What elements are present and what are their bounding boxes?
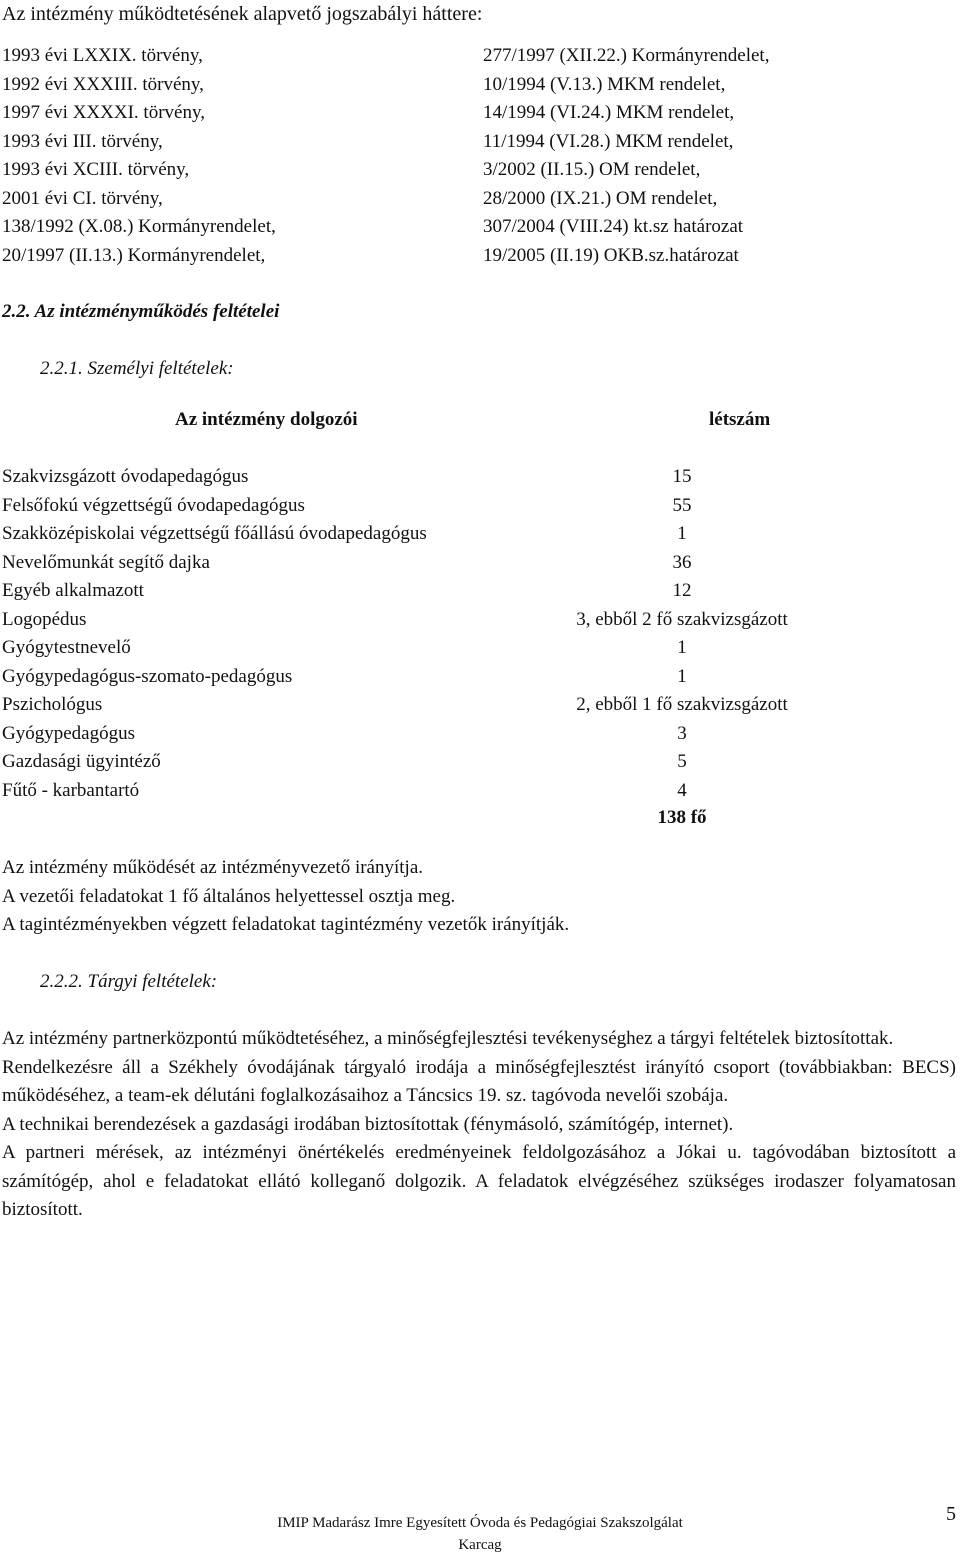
material-paragraphs: [2, 1025, 956, 1225]
decree-reference: 11/1994 (VI.28.) MKM rendelet,: [482, 130, 734, 152]
table-row: [2, 577, 902, 606]
table-row: [2, 549, 902, 578]
management-line: Az intézmény működését az intézményvezető irányítja.: [2, 857, 423, 878]
header-role: Az intézmény dolgozói: [175, 409, 358, 430]
staff-role: Gazdasági ügyintéző: [2, 751, 161, 772]
staff-count: 1: [677, 523, 687, 544]
staff-total-row: [2, 804, 902, 834]
personal-subtitle: 2.2.1. Személyi feltételek:: [40, 358, 234, 379]
page-footer: [0, 1512, 960, 1556]
staff-table-header: [0, 406, 960, 436]
table-row: [2, 748, 902, 777]
staff-count: 55: [672, 494, 692, 516]
staff-role: Felsőfokú végzettségű óvodapedagógus: [2, 494, 305, 516]
table-row: [2, 463, 902, 492]
legal-row: [2, 213, 902, 242]
table-row: [2, 492, 902, 521]
legal-row: [2, 71, 902, 100]
law-reference: 1992 évi XXXIII. törvény,: [2, 73, 204, 95]
decree-reference: 10/1994 (V.13.) MKM rendelet,: [482, 73, 726, 95]
staff-count: 36: [672, 551, 692, 573]
staff-count: 15: [672, 466, 692, 487]
table-row: [2, 720, 902, 749]
staff-role: Pszichológus: [2, 694, 103, 715]
decree-reference: 3/2002 (II.15.) OM rendelet,: [482, 159, 701, 180]
law-reference: 1997 évi XXXXI. törvény,: [2, 102, 205, 123]
table-row: [2, 663, 902, 692]
staff-role: Szakvizsgázott óvodapedagógus: [2, 466, 249, 487]
legal-row: [2, 42, 902, 71]
legal-row: [2, 156, 902, 185]
law-reference: 1993 évi III. törvény,: [2, 130, 163, 152]
footer-institution: IMIP Madarász Imre Egyesített Óvoda és Pedagógiai Szakszolgálat: [277, 1515, 683, 1531]
law-reference: 138/1992 (X.08.) Kormányrendelet,: [2, 216, 276, 237]
staff-role: Gyógypedagógus-szomato-pedagógus: [2, 665, 293, 687]
footer-city: Karcag: [458, 1537, 502, 1553]
material-paragraph: A partneri mérések, az intézményi önértékelés eredményeinek feldolgozásához a Jókai u. tagóvodában biztosított a számítógép, ahol e feladatokat ellátó kolleganő dolgozik. A feladatok elvégzéséhez szükséges irodaszer folyamatosan biztosított.: [2, 1142, 956, 1220]
material-paragraph: Az intézmény partnerközpontú működtetéséhez, a minőségfejlesztési tevékenységhez a tárgyi feltételek biztosítottak.: [2, 1028, 894, 1049]
header-count: létszám: [709, 409, 771, 430]
staff-total: 138 fő: [657, 807, 707, 828]
staff-count: 3, ebből 2 fő szakvizsgázott: [576, 608, 788, 630]
staff-role: Logopédus: [2, 608, 87, 630]
material-paragraph: Rendelkezésre áll a Székhely óvodájának tárgyaló irodája a minőségfejlesztést irányító csoport (továbbiakban: BECS) működéséhez, a team-ek délutáni foglalkozásaihoz a Táncsics 19. sz. tagóvoda nevelői szobája.: [2, 1056, 956, 1106]
staff-count: 5: [677, 751, 687, 772]
law-reference: 1993 évi LXXIX. törvény,: [2, 45, 203, 66]
decree-reference: 19/2005 (II.19) OKB.sz.határozat: [482, 244, 739, 266]
legal-row: [2, 128, 902, 157]
staff-role: Nevelőmunkát segítő dajka: [2, 551, 210, 573]
staff-role: Szakközépiskolai végzettségű főállású óvodapedagógus: [2, 523, 427, 544]
legal-row: [2, 185, 902, 214]
staff-count: 1: [677, 637, 687, 658]
management-line: A tagintézményekben végzett feladatokat tagintézmény vezetők irányítják.: [2, 914, 570, 935]
staff-count: 3: [677, 722, 687, 744]
staff-role: Fűtő - karbantartó: [2, 779, 140, 801]
law-reference: 1993 évi XCIII. törvény,: [2, 159, 190, 180]
legal-row: [2, 99, 902, 128]
management-text: [2, 854, 942, 940]
management-line: A vezetői feladatokat 1 fő általános helyettessel osztja meg.: [2, 885, 456, 907]
table-row: [2, 777, 902, 806]
staff-count: 1: [677, 665, 687, 687]
table-row: [2, 691, 902, 720]
table-row: [2, 634, 902, 663]
law-reference: 2001 évi CI. törvény,: [2, 187, 163, 209]
law-reference: 20/1997 (II.13.) Kormányrendelet,: [2, 244, 266, 266]
page-number: 5: [946, 1503, 956, 1525]
staff-count: 12: [672, 580, 692, 601]
legal-basis-title: Az intézmény működtetésének alapvető jogszabályi háttere:: [2, 3, 483, 25]
decree-reference: 14/1994 (VI.24.) MKM rendelet,: [482, 102, 735, 123]
legal-basis-list: [2, 42, 902, 270]
staff-role: Gyógypedagógus: [2, 722, 135, 744]
section-title: 2.2. Az intézményműködés feltételei: [2, 301, 280, 322]
staff-role: Egyéb alkalmazott: [2, 580, 144, 601]
staff-count: 2, ebből 1 fő szakvizsgázott: [576, 694, 788, 715]
material-subtitle: 2.2.2. Tárgyi feltételek:: [40, 971, 218, 992]
decree-reference: 307/2004 (VIII.24) kt.sz határozat: [482, 216, 744, 237]
table-row: [2, 606, 902, 635]
material-paragraph: A technikai berendezések a gazdasági irodában biztosítottak (fénymásoló, számítógép, internet).: [2, 1113, 734, 1135]
staff-table: [2, 463, 902, 805]
decree-reference: 28/2000 (IX.21.) OM rendelet,: [482, 187, 718, 209]
staff-role: Gyógytestnevelő: [2, 637, 131, 658]
staff-count: 4: [677, 779, 687, 801]
table-row: [2, 520, 902, 549]
legal-row: [2, 242, 902, 271]
decree-reference: 277/1997 (XII.22.) Kormányrendelet,: [482, 45, 770, 66]
